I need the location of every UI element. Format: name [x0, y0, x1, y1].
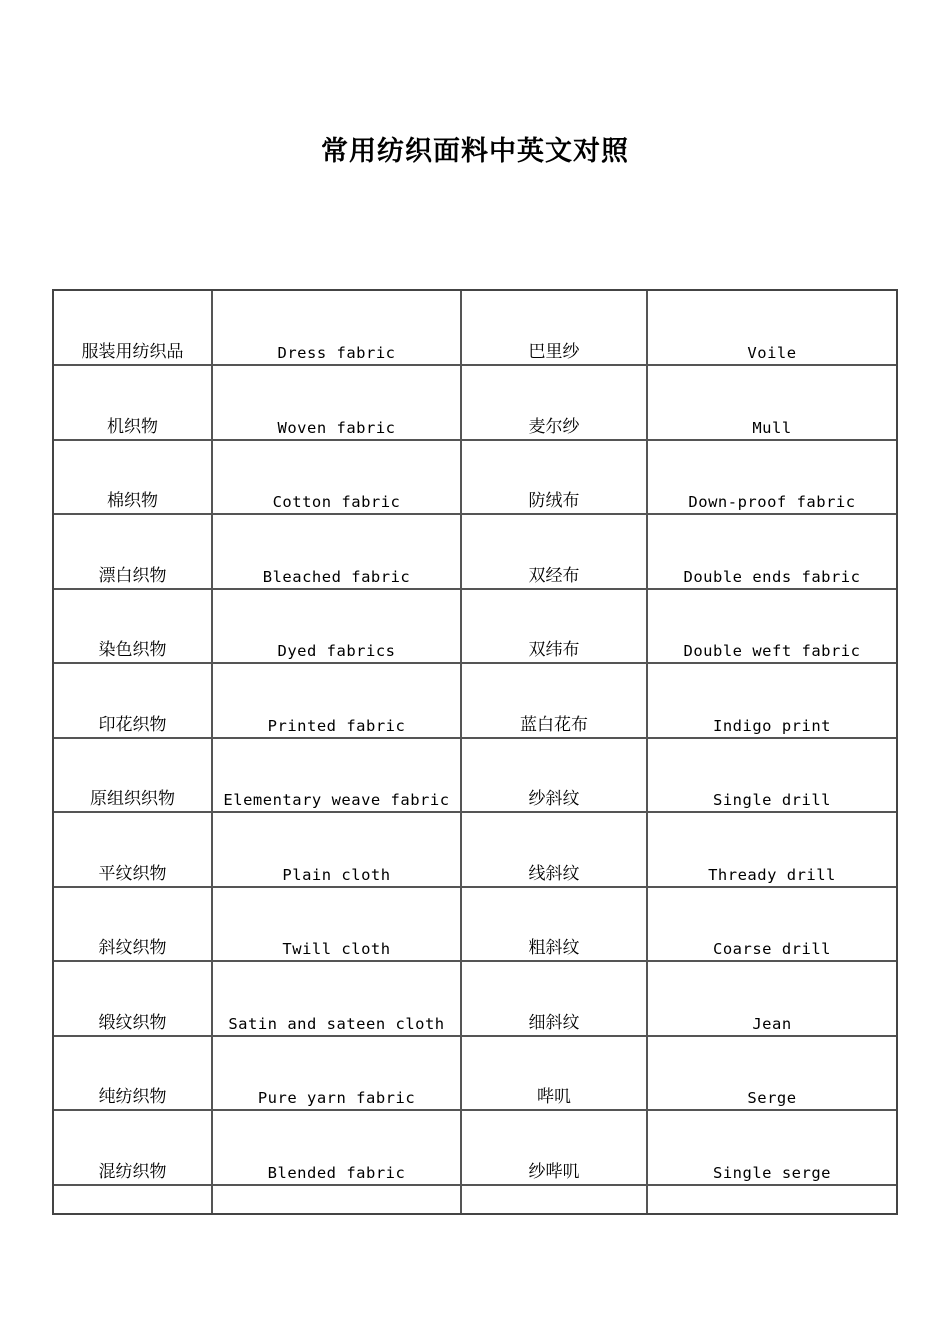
- table-cell-chinese: 印花织物: [54, 664, 213, 737]
- table-cell-chinese: 粗斜纹: [462, 888, 648, 960]
- table-cell-chinese: 混纺织物: [54, 1111, 213, 1184]
- table-row: [54, 441, 896, 515]
- table-cell-chinese: 双经布: [462, 515, 648, 588]
- table-row: [54, 813, 896, 888]
- table-cell-english: Voile: [747, 344, 797, 362]
- table-cell-english: Pure yarn fabric: [213, 1037, 462, 1109]
- table-cell-english: Printed fabric: [213, 664, 462, 737]
- table-cell-chinese: 平纹织物: [54, 813, 213, 886]
- table-cell-english: Twill cloth: [213, 888, 462, 960]
- table-cell-empty: [462, 1186, 648, 1213]
- table-cell-english: Down-proof fabric: [688, 493, 856, 511]
- table-cell-english: Jean: [752, 1015, 792, 1033]
- table-row: [54, 739, 896, 813]
- table-row-empty: [54, 1186, 896, 1213]
- table-cell-chinese: 哔叽: [462, 1037, 648, 1109]
- table-cell-chinese: 细斜纹: [462, 962, 648, 1035]
- table-row: [54, 1037, 896, 1111]
- table-cell-english: Serge: [747, 1089, 797, 1107]
- table-cell-empty: [213, 1186, 462, 1213]
- table-cell-chinese: 染色织物: [54, 590, 213, 662]
- table-cell-chinese: 纯纺织物: [54, 1037, 213, 1109]
- table-cell-empty: [648, 1186, 896, 1213]
- table-cell-chinese: 棉织物: [54, 441, 213, 513]
- table-cell-english: Coarse drill: [713, 940, 831, 958]
- table-cell-empty: [54, 1186, 213, 1213]
- table-row: [54, 962, 896, 1037]
- table-cell-chinese: 服装用纺织品: [54, 291, 213, 364]
- table-cell-english: Indigo print: [713, 717, 831, 735]
- table-cell-english: Thready drill: [708, 866, 836, 884]
- table-cell-chinese: 纱斜纹: [462, 739, 648, 811]
- table-cell-english: Dyed fabrics: [213, 590, 462, 662]
- table-cell-english: Double weft fabric: [683, 642, 861, 660]
- table-cell-chinese: 线斜纹: [462, 813, 648, 886]
- table-cell-chinese: 斜纹织物: [54, 888, 213, 960]
- table-row: [54, 291, 896, 366]
- table-cell-chinese: 原组织织物: [54, 739, 213, 811]
- table-cell-chinese: 机织物: [54, 366, 213, 439]
- table-cell-english: Blended fabric: [213, 1111, 462, 1184]
- table-row: [54, 515, 896, 590]
- table-cell-english: Double ends fabric: [683, 568, 861, 586]
- table-cell-chinese: 防绒布: [462, 441, 648, 513]
- table-cell-chinese: 蓝白花布: [462, 664, 648, 737]
- table-row: [54, 888, 896, 962]
- table-cell-english: Mull: [752, 419, 792, 437]
- table-cell-chinese: 缎纹织物: [54, 962, 213, 1035]
- table-cell-english: Cotton fabric: [213, 441, 462, 513]
- table-cell-english: Satin and sateen cloth: [213, 962, 462, 1035]
- table-cell-english: Single drill: [713, 791, 831, 809]
- table-cell-chinese: 巴里纱: [462, 291, 648, 364]
- table-row: [54, 664, 896, 739]
- table-cell-english: Plain cloth: [213, 813, 462, 886]
- table-cell-english: Woven fabric: [213, 366, 462, 439]
- table-row: [54, 1111, 896, 1186]
- table-cell-chinese: 纱哔叽: [462, 1111, 648, 1184]
- table-cell-chinese: 双纬布: [462, 590, 648, 662]
- table-cell-english: Single serge: [713, 1164, 831, 1182]
- table-cell-chinese: 漂白织物: [54, 515, 213, 588]
- table-cell-english: Elementary weave fabric: [213, 739, 462, 811]
- table-row: [54, 366, 896, 441]
- table-cell-english: Dress fabric: [213, 291, 462, 364]
- table-row: [54, 590, 896, 664]
- page-title: 常用纺织面料中英文对照: [321, 136, 629, 167]
- table-cell-english: Bleached fabric: [213, 515, 462, 588]
- glossary-table: [52, 289, 898, 1215]
- table-cell-chinese: 麦尔纱: [462, 366, 648, 439]
